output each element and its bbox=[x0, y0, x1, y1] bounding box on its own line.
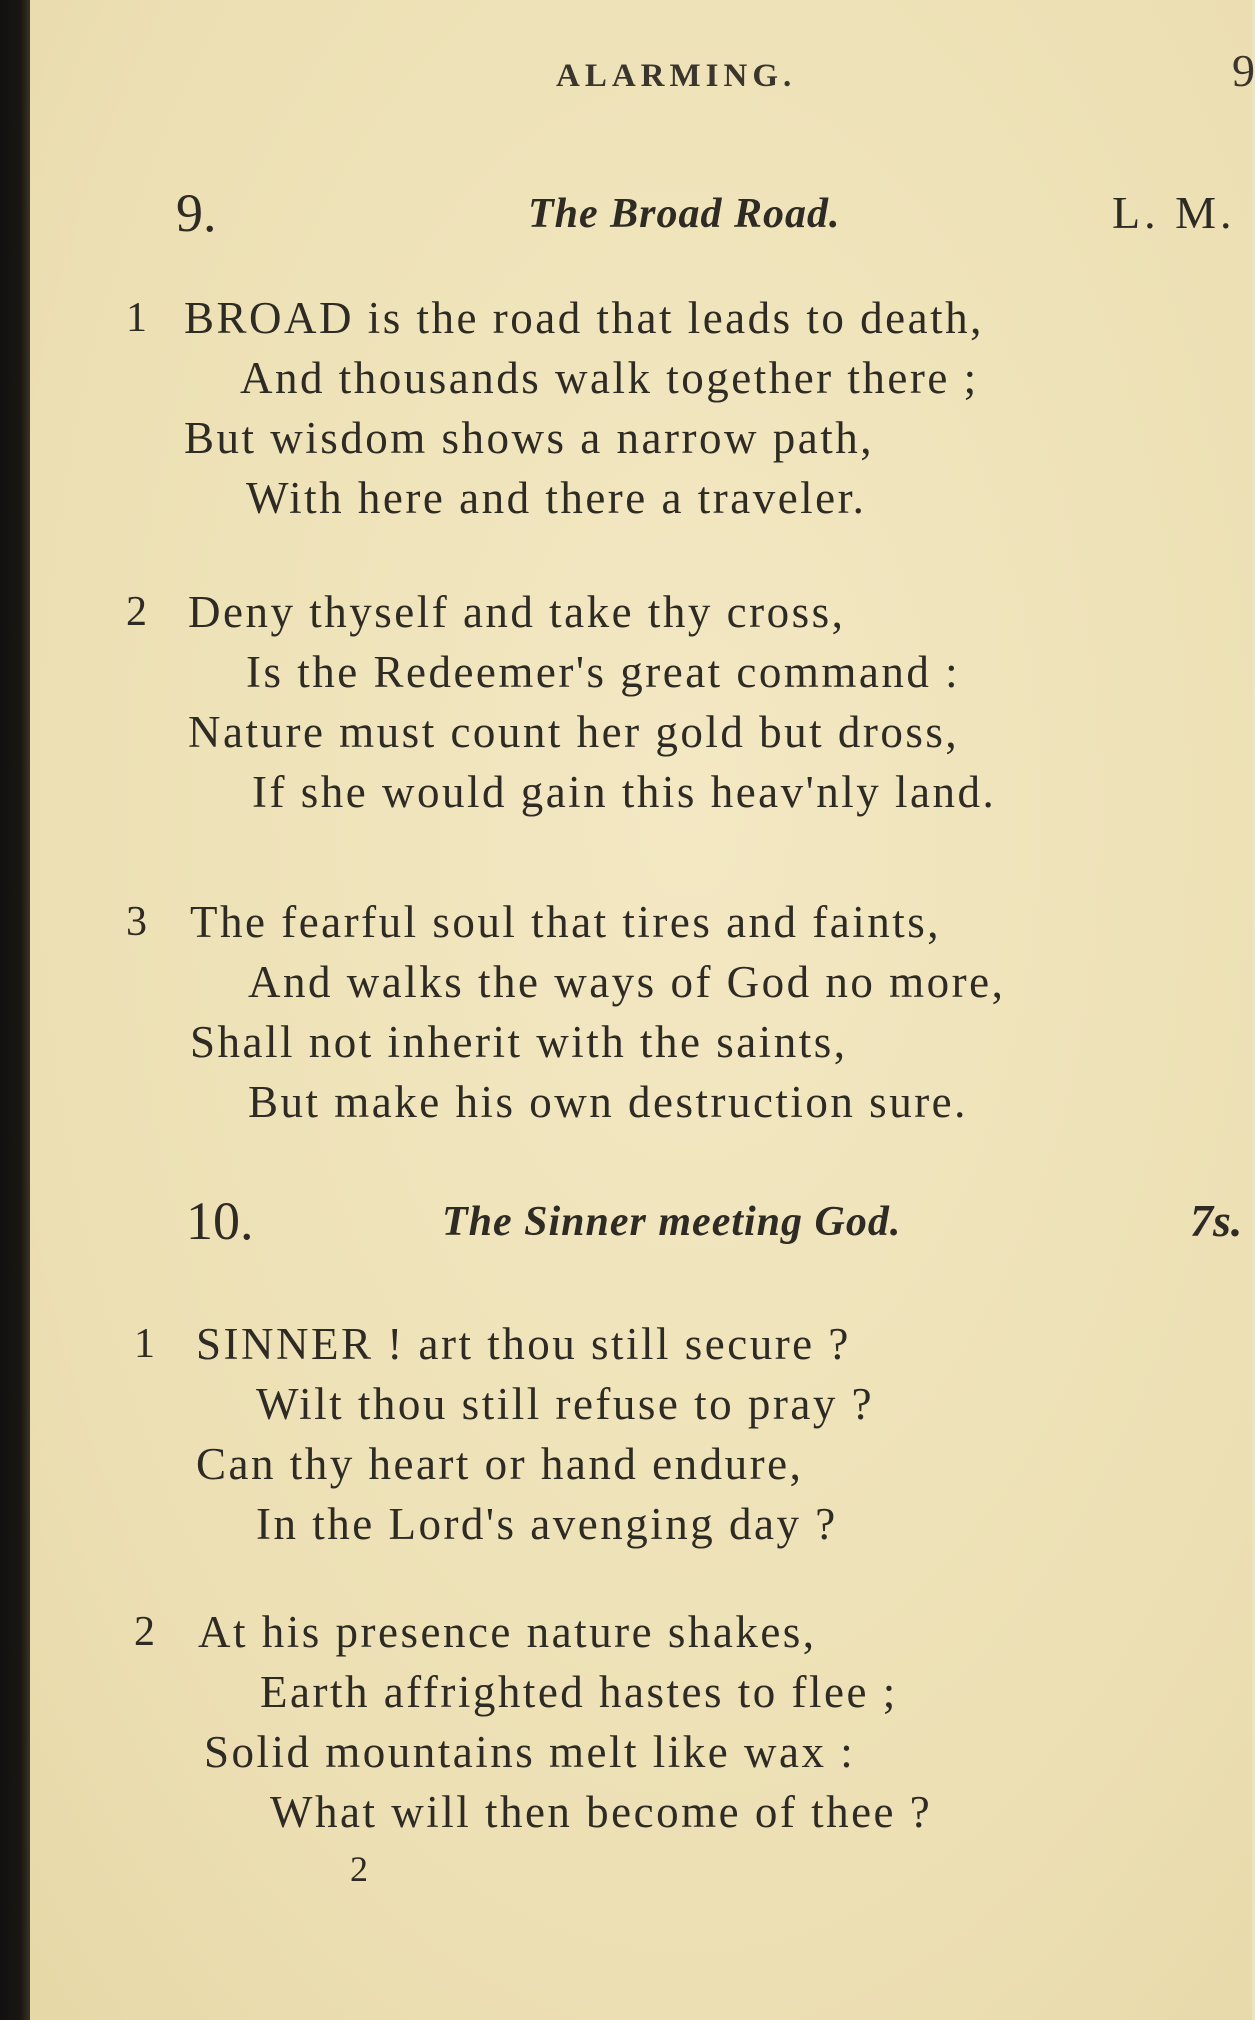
verse-line: Shall not inherit with the saints, bbox=[190, 1017, 848, 1067]
verse-line: Deny thyself and take thy cross, bbox=[188, 587, 846, 637]
verse-line: Wilt thou still refuse to pray ? bbox=[256, 1379, 875, 1429]
stanza-number: 1 bbox=[126, 295, 147, 341]
verse-line: But wisdom shows a narrow path, bbox=[184, 413, 874, 463]
verse-line: In the Lord's avenging day ? bbox=[256, 1499, 838, 1549]
hymn-heading bbox=[0, 182, 1252, 242]
verse-line: At his presence nature shakes, bbox=[198, 1607, 817, 1657]
verse-line: If she would gain this heav'nly land. bbox=[252, 767, 997, 817]
verse-line: And walks the ways of God no more, bbox=[248, 957, 1006, 1007]
verse-line: Nature must count her gold but dross, bbox=[188, 707, 960, 757]
verse-line: What will then become of thee ? bbox=[270, 1787, 933, 1837]
verse-line: BROAD is the road that leads to death, bbox=[184, 293, 984, 343]
hymn-heading bbox=[0, 1190, 1252, 1250]
verse-line: But make his own destruction sure. bbox=[248, 1077, 968, 1127]
signature-mark: 2 bbox=[350, 1849, 368, 1889]
verse-line: And thousands walk together there ; bbox=[240, 353, 979, 403]
hymn-number: 10. bbox=[186, 1191, 254, 1251]
stanza-number: 2 bbox=[126, 589, 147, 635]
running-head: ALARMING. bbox=[556, 58, 797, 94]
stanza-number: 3 bbox=[126, 899, 147, 945]
hymn-title: The Broad Road. bbox=[528, 191, 841, 237]
verse-line: The fearful soul that tires and faints, bbox=[190, 897, 942, 947]
verse-line: Earth affrighted hastes to flee ; bbox=[260, 1667, 898, 1717]
book-spine-shadow bbox=[0, 0, 30, 2020]
verse-line: Solid mountains melt like wax : bbox=[204, 1727, 856, 1777]
stanza-number: 2 bbox=[134, 1609, 155, 1655]
hymn-meter: L. M. bbox=[1112, 187, 1236, 238]
hymn-number: 9. bbox=[176, 183, 217, 243]
hymn-title: The Sinner meeting God. bbox=[442, 1199, 902, 1245]
verse-line: With here and there a traveler. bbox=[246, 473, 867, 523]
hymn-meter: 7s. bbox=[1190, 1195, 1243, 1246]
page-number: 9 bbox=[1232, 45, 1255, 96]
verse-line: Is the Redeemer's great command : bbox=[246, 647, 961, 697]
verse-line: SINNER ! art thou still secure ? bbox=[196, 1319, 851, 1369]
stanza-number: 1 bbox=[134, 1321, 155, 1367]
verse-line: Can thy heart or hand endure, bbox=[196, 1439, 804, 1489]
